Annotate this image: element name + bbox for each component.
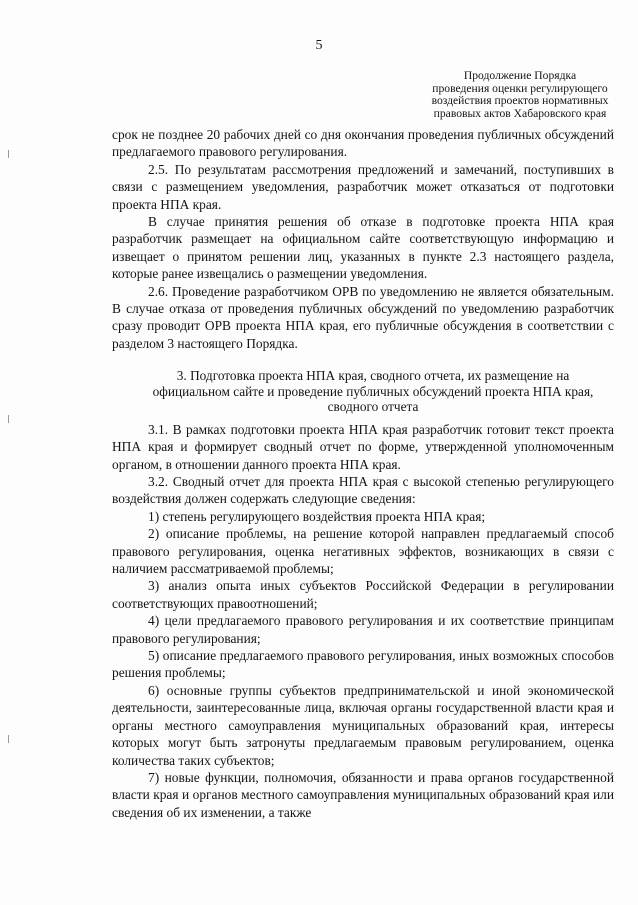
paragraph: срок не позднее 20 рабочих дней со дня окончания проведения публичных обсуждений предлагаемого правового регулирования. xyxy=(112,127,614,160)
list-item: 2) описание проблемы, на решение которой направлен предлагаемый способ правового регулирования, оценка негативных эффектов, возникающих в связи с наличием рассматриваемой проблемы; xyxy=(112,526,614,577)
paragraph: 2.6. Проведение разработчиком ОРВ по уведомлению не является обязательным. В случае отказа от проведения публичных обсуждений по уведомлению разработчик сразу проводит ОРВ проекта НПА края, его публичные обсуждения в соответствии с разделом 3 настоящего Порядка. xyxy=(112,283,614,351)
page-number: 5 xyxy=(315,38,323,53)
scan-margin-mark xyxy=(8,150,9,158)
paragraph: 3.2. Сводный отчет для проекта НПА края с высокой степенью регулирующего воздействия должен содержать следующие сведения: xyxy=(112,474,614,507)
scan-margin-mark xyxy=(8,415,9,423)
list-item: 5) описание предлагаемого правового регулирования, иных возможных способов решения проблемы; xyxy=(112,648,614,681)
document-body xyxy=(112,126,614,821)
paragraph: В случае принятия решения об отказе в подготовке проекта НПА края разработчик размещает на официальном сайте соответствующую информацию и извещает о принятом решении лиц, указанных в пункте 2.3 настоящего раздела, которые ранее извещались о размещении уведомления. xyxy=(112,214,614,282)
list-item: 7) новые функции, полномочия, обязанности и права органов государственной власти края и органов местного самоуправления муниципальных образований края или сведения об их изменении, а также xyxy=(112,769,614,820)
paragraph: 2.5. По результатам рассмотрения предложений и замечаний, поступивших в связи с размещением уведомления, разработчик может отказаться от подготовки проекта НПА края. xyxy=(112,161,614,212)
running-head-line: Продолжение Порядка xyxy=(463,69,577,82)
section-heading: 3. Подготовка проекта НПА края, сводного отчета, их размещение на официальном сайте и проведение публичных обсуждений проекта НПА края, сводного отчета xyxy=(152,368,594,415)
list-item: 4) цели предлагаемого правового регулирования и их соответствие принципам правового регулирования; xyxy=(112,613,614,646)
running-head xyxy=(420,70,620,120)
scan-margin-mark xyxy=(8,735,9,743)
running-head-line: воздействия проектов нормативных xyxy=(431,94,609,107)
paragraph: 3.1. В рамках подготовки проекта НПА края разработчик готовит текст проекта НПА края и формирует сводный отчет по форме, утвержденной уполномоченным органом, в отношении данного проекта НПА края. xyxy=(112,421,614,472)
running-head-line: проведения оценки регулирующего xyxy=(432,81,608,95)
list-item: 1) степень регулирующего воздействия проекта НПА края; xyxy=(148,508,486,524)
list-item: 6) основные группы субъектов предпринимательской и иной экономической деятельности, заинтересованные лица, включая органы государственной власти края и органы местного самоуправления муниципальных образований края, интересы которых могут быть затронуты предлагаемым правовым регулированием, оценка количества таких субъектов; xyxy=(112,682,614,768)
running-head-line: правовых актов Хабаровского края xyxy=(433,106,607,120)
list-item: 3) анализ опыта иных субъектов Российской Федерации в регулировании соответствующих правоотношений; xyxy=(112,578,614,611)
